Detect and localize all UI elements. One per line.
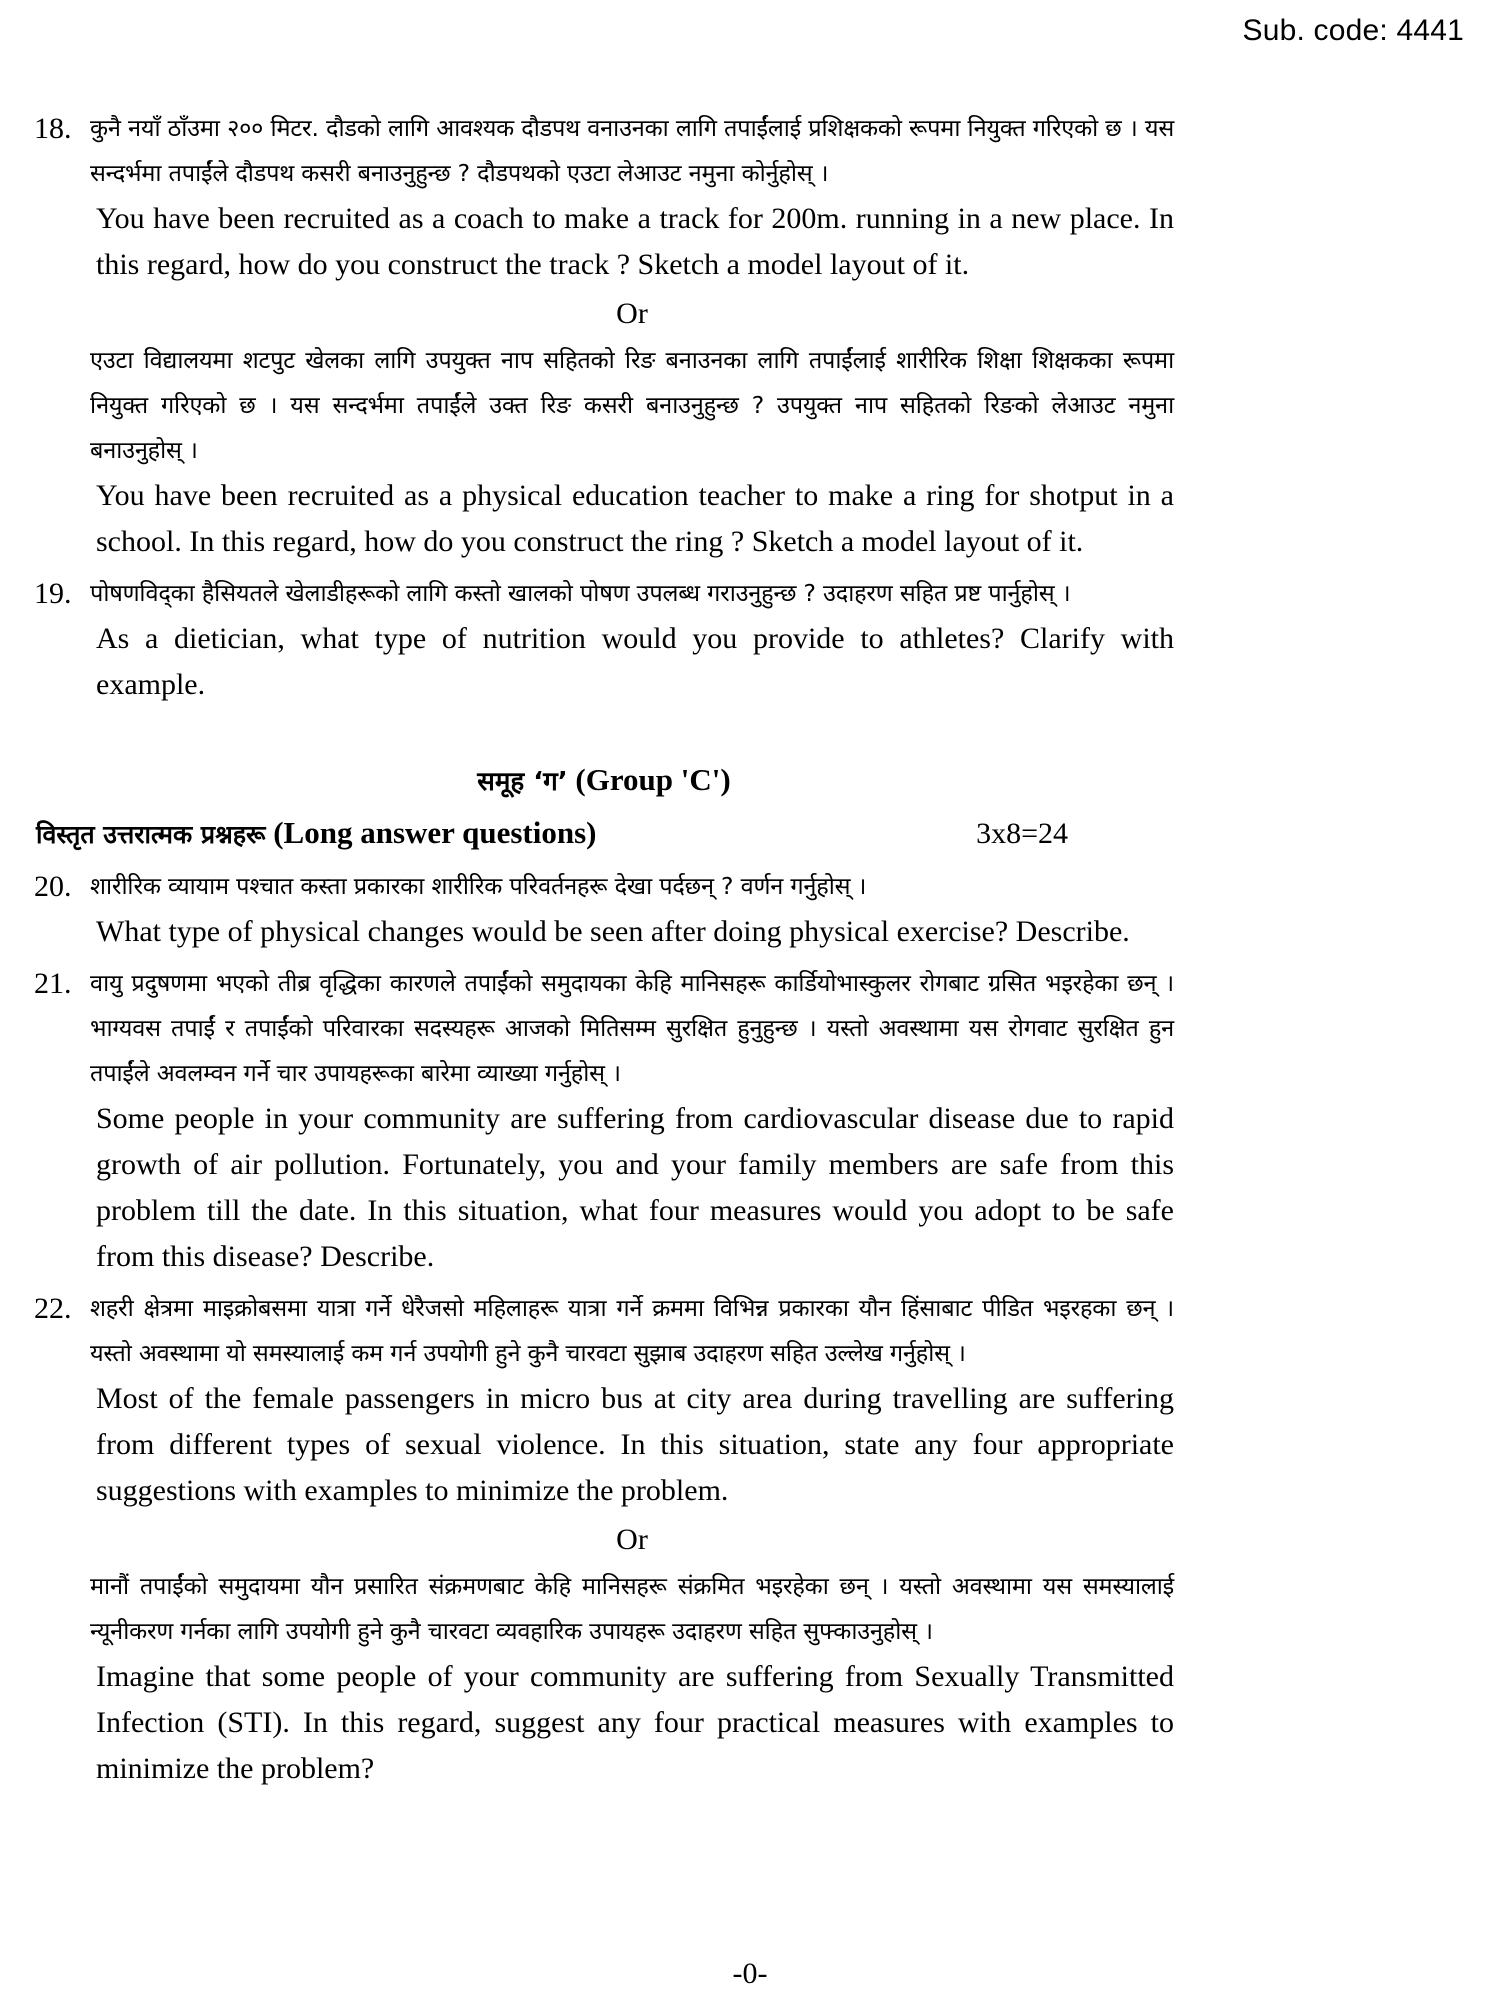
question-21-number: 21. bbox=[34, 967, 72, 1000]
group-c-heading bbox=[34, 756, 1174, 806]
question-18-nepali: कुनै नयाँ ठाँउमा २०० मिटर. दौडको लागि आवश्यक दौडपथ वनाउनका लागि तपाईंलाई प्रशिक्षकको रूपमा नियुक्त गरिएको छ । यस सन्दर्भमा तपाईंले दौडपथ कसरी बनाउनुहुन्छ ? दौडपथको एउटा लेआउट नमुना कोर्नुहोस् । bbox=[90, 114, 1174, 187]
long-answer-label-nepali: विस्तृत उत्तरात्मक प्रश्नहरू bbox=[36, 820, 266, 849]
question-19-english: As a dietician, what type of nutrition would you provide to athletes? Clarify with example. bbox=[96, 622, 1174, 701]
subject-code: Sub. code: 4441 bbox=[1242, 14, 1464, 47]
question-21-nepali: वायु प्रदुषणमा भएको तीब्र वृद्धिका कारणले तपाईंको समुदायका केहि मानिसहरू कार्डियोभास्कुलर रोगबाट ग्रसित भइरहेका छन् । भाग्यवस तपाईं र तपाईंको परिवारका सदस्यहरू आजको मितिसम्म सुरक्षित हुनुहुन्छ । यस्तो अवस्थामा यस रोगवाट सुरक्षित हुन तपाईंले अवलम्वन गर्ने चार उपायहरूका बारेमा व्याख्या गर्नुहोस् । bbox=[90, 969, 1174, 1087]
question-22-alt-english: Imagine that some people of your community are suffering from Sexually Transmitted Infection (STI). In this regard, suggest any four practical measures with examples to minimize the problem? bbox=[96, 1660, 1174, 1785]
question-18-english: You have been recruited as a coach to make a track for 200m. running in a new place. In this regard, how do you construct the track ? Sketch a model layout of it. bbox=[96, 202, 1174, 281]
question-19-nepali: पोषणविद्का हैसियतले खेलाडीहरूको लागि कस्तो खालको पोषण उपलब्ध गराउनुहुन्छ ? उदाहरण सहित प्रष्ट पार्नुहोस् । bbox=[90, 579, 1071, 607]
question-18-body bbox=[90, 106, 1174, 565]
question-18-alt-english: You have been recruited as a physical education teacher to make a ring for shotput in a school. In this regard, how do you construct the ring ? Sketch a model layout of it. bbox=[96, 479, 1174, 558]
section-spacer bbox=[34, 708, 1174, 748]
question-19-body bbox=[90, 571, 1174, 708]
page-end-mark: -0- bbox=[732, 1957, 768, 1990]
question-20 bbox=[34, 864, 1174, 955]
question-20-english: What type of physical changes would be seen after doing physical exercise? Describe. bbox=[96, 915, 1130, 948]
question-21-english: Some people in your community are suffering from cardiovascular disease due to rapid growth of air pollution. Fortunately, you and your family members are safe from this problem till the date. In this situation, what four measures would you adopt to be safe from this disease? Describe. bbox=[96, 1102, 1174, 1273]
question-20-number: 20. bbox=[34, 870, 72, 903]
long-answer-label-english: (Long answer questions) bbox=[273, 815, 597, 850]
question-22-nepali: शहरी क्षेत्रमा माइक्रोबसमा यात्रा गर्ने धेरैजसो महिलाहरू यात्रा गर्ने क्रममा विभिन्न प्रकारका यौन हिंसाबाट पीडित भइरहका छन् । यस्तो अवस्थामा यो समस्यालाई कम गर्न उपयोगी हुने कुनै चारवटा सुझाब उदाहरण सहित उल्लेख गर्नुहोस् । bbox=[90, 1294, 1174, 1367]
question-22-alt-nepali: मानौं तपाईंको समुदायमा यौन प्रसारित संक्रमणबाट केहि मानिसहरू संक्रमित भइरहेका छन् । यस्तो अवस्थामा यस समस्यालाई न्यूनीकरण गर्नका लागि उपयोगी हुने कुनै चारवटा व्यवहारिक उपायहरू उदाहरण सहित सुफ्काउनुहोस् । bbox=[90, 1572, 1174, 1645]
question-22-body bbox=[90, 1286, 1174, 1792]
group-c-marks: 3x8=24 bbox=[976, 817, 1068, 850]
group-c-heading-english: (Group 'C') bbox=[575, 762, 731, 797]
question-21-body bbox=[90, 961, 1174, 1280]
question-19-number: 19. bbox=[34, 577, 72, 610]
question-18 bbox=[34, 106, 1174, 565]
group-c-section-line bbox=[34, 810, 1174, 858]
question-18-number: 18. bbox=[34, 112, 72, 145]
question-18-alt-nepali: एउटा विद्यालयमा शटपुट खेलका लागि उपयुक्त नाप सहितको रिङ बनाउनका लागि तपाईंलाई शारीरिक शिक्षा शिक्षकका रूपमा नियुक्त गरिएको छ । यस सन्दर्भमा तपाईंले उक्त रिङ कसरी बनाउनुहुन्छ ? उपयुक्त नाप सहितको रिङको लेआउट नमुना बनाउनुहोस् । bbox=[90, 346, 1175, 464]
question-column bbox=[34, 100, 1174, 1792]
question-22-english: Most of the female passengers in micro bus at city area during travelling are suffering from different types of sexual violence. In this situation, state any four appropriate suggestions with examples to minimize the problem. bbox=[96, 1382, 1174, 1507]
question-22 bbox=[34, 1286, 1174, 1792]
question-22-or-label: Or bbox=[616, 1523, 648, 1556]
group-c-heading-nepali: समूह ‘ग’ bbox=[477, 767, 568, 797]
question-20-nepali: शारीरिक व्यायाम पश्चात कस्ता प्रकारका शारीरिक परिवर्तनहरू देखा पर्दछन् ? वर्णन गर्नुहोस् । bbox=[90, 872, 867, 900]
question-20-body bbox=[90, 864, 1174, 955]
question-18-or-label: Or bbox=[616, 297, 648, 330]
question-22-number: 22. bbox=[34, 1292, 72, 1325]
question-19 bbox=[34, 571, 1174, 708]
question-21 bbox=[34, 961, 1174, 1280]
long-answer-label bbox=[36, 810, 596, 858]
